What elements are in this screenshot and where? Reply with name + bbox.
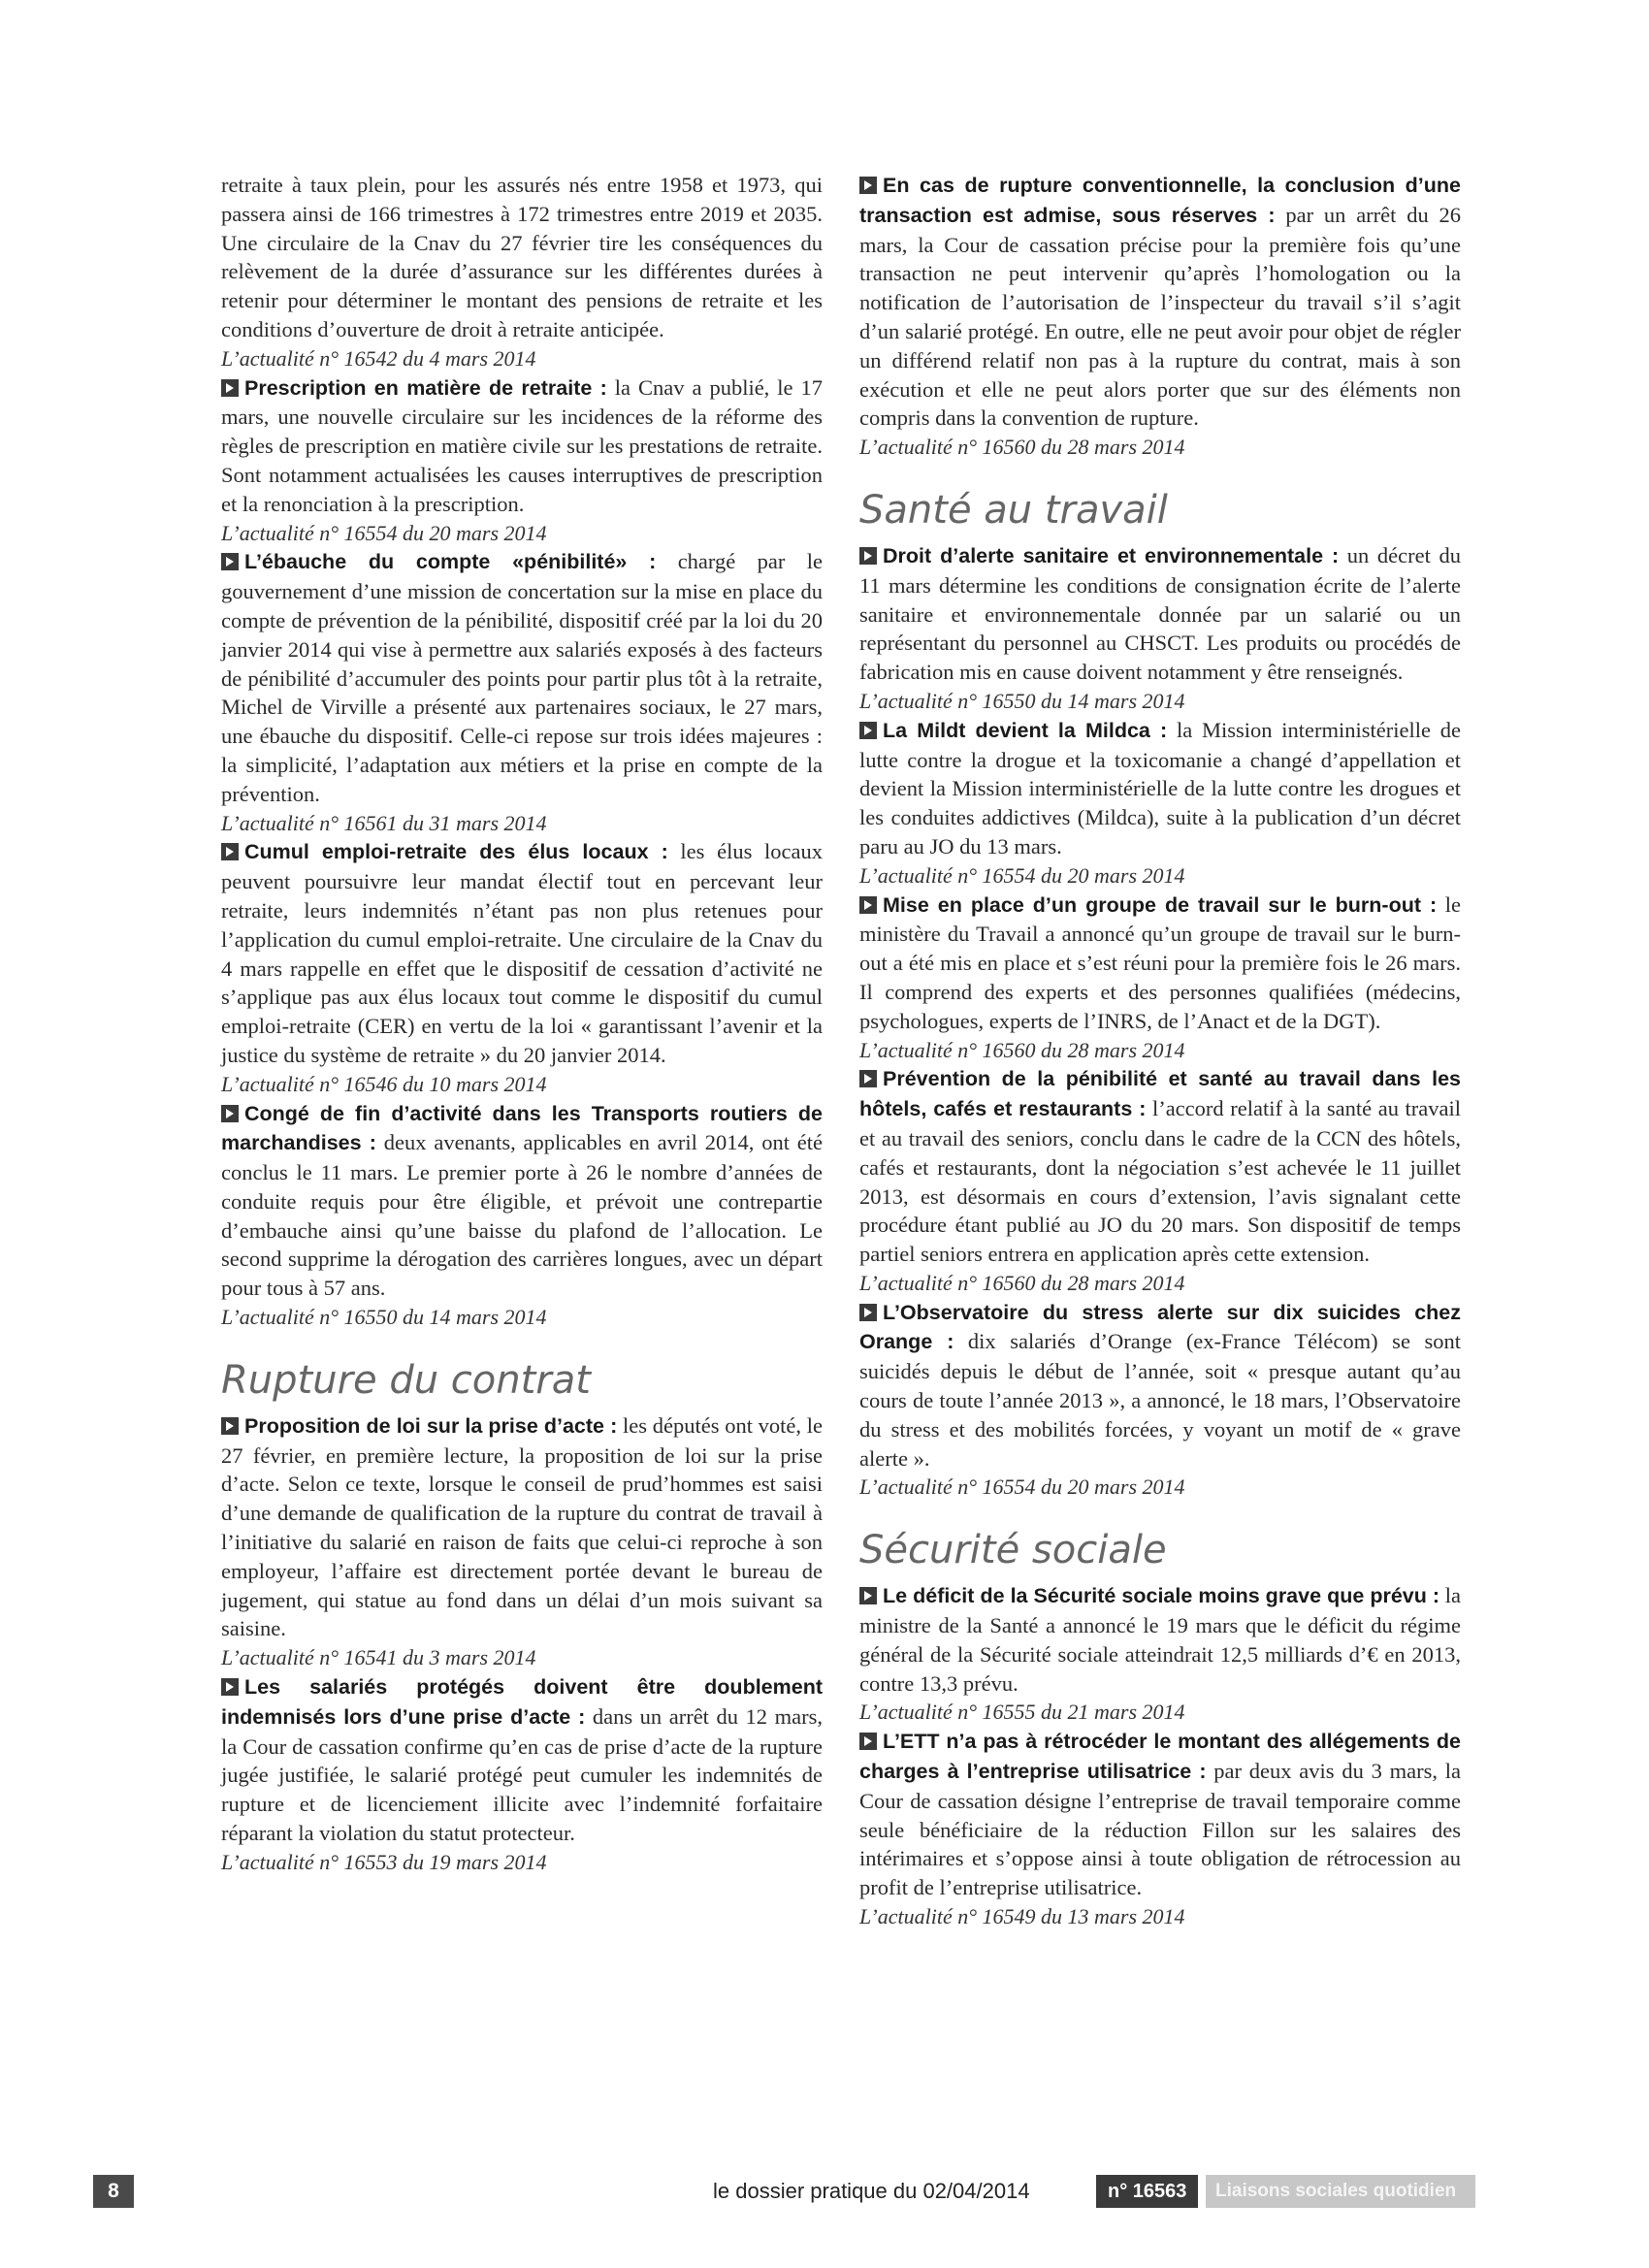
bullet-arrow-icon <box>221 1678 239 1696</box>
news-item-heading: La Mildt devient la Mildca : <box>883 718 1168 742</box>
news-item-heading: Proposition de loi sur la prise d’acte : <box>244 1413 618 1438</box>
news-item <box>859 1581 1461 1727</box>
left-items-1 <box>221 373 823 1332</box>
news-item <box>859 716 1461 891</box>
bullet-arrow-icon <box>859 722 877 739</box>
news-item-text <box>859 891 1461 1036</box>
left-column <box>221 171 823 1877</box>
bullet-arrow-icon <box>859 1070 877 1087</box>
news-item-body: les députés ont voté, le 27 février, en première lecture, la proposition de loi sur la prise d’acte. Selon ce texte, lorsque le conseil de prud’hommes est saisi d’une demande de qualification de la rupture du contrat de travail à l’initiative du salarié en raison de faits que celui-ci reproche à son employeur, l’affaire est directement portée devant le bureau de jugement, qui statue au fond dans un délai d’un mois suivant sa saisine. <box>221 1412 824 1641</box>
news-item-text <box>859 541 1461 687</box>
article-reference: L’actualité n° 16541 du 3 mars 2014 <box>221 1645 536 1670</box>
news-item-text <box>221 373 823 519</box>
news-item-heading: L’Observatoire du stress alerte sur dix suicides chez Orange : <box>859 1300 1461 1354</box>
news-item-heading: Le déficit de la Sécurité sociale moins grave que prévu : <box>883 1584 1440 1608</box>
news-item-text <box>859 1581 1461 1698</box>
article-reference: L’actualité n° 16553 du 19 mars 2014 <box>221 1849 547 1874</box>
news-item <box>859 171 1461 462</box>
bullet-arrow-icon <box>859 1733 877 1750</box>
news-item-body: dans un arrêt du 12 mars, la Cour de cassation confirme qu’en cas de prise d’acte de la rupture jugée justifiée, le salarié protégé peut cumuler les indemnités de rupture et de licenciement illicite avec l’indemnité forfaitaire réparant la violation du statut protecteur. <box>221 1703 823 1846</box>
news-item <box>859 1064 1461 1297</box>
news-item-text <box>221 1672 823 1848</box>
news-item-body: deux avenants, applicables en avril 2014, ont été conclus le 11 mars. Le premier porte à 26 le nombre d’années de conduite requis pour être éligible, et prévoit une contrepartie d’embauche ainsi qu’une baisse du plafond de l’allocation. Le second supprime la dérogation des carrières longues, avec un départ pour tous à 57 ans. <box>221 1130 824 1301</box>
news-item-heading: Prescription en matière de retraite : <box>244 375 607 400</box>
article-reference: L’actualité n° 16560 du 28 mars 2014 <box>859 1037 1185 1062</box>
news-item-body: par deux avis du 3 mars, la Cour de cassation désigne l’entreprise de travail temporaire comme seule bénéficiaire de la réduction Fillon sur les salaires des intérimaires et s’oppose ainsi à toute obligation de rétrocession au profit de l’entreprise utilisatrice. <box>859 1759 1461 1900</box>
news-item <box>221 373 823 548</box>
issue-number-badge: n° 16563 <box>1096 2175 1198 2208</box>
footer-date-text: le dossier pratique du 02/04/2014 <box>713 2179 1030 2203</box>
right-items-2 <box>859 1581 1461 1931</box>
news-item-body: la Mission interministérielle de lutte contre la drogue et la toxicomanie a changé d’appellation et devient la Mission interministérielle de la lutte contre les drogues et les conduites addictives (Mildca), suite à la publication d’un décret paru au JO du 13 mars. <box>859 717 1461 859</box>
news-item-text <box>859 1727 1461 1902</box>
page-footer <box>0 2175 1649 2210</box>
article-reference: L’actualité n° 16555 du 21 mars 2014 <box>859 1700 1185 1725</box>
article-reference: L’actualité n° 16554 du 20 mars 2014 <box>859 862 1185 888</box>
article-reference: L’actualité n° 16549 du 13 mars 2014 <box>859 1904 1185 1929</box>
news-item-heading: L’ébauche du compte «pénibilité» : <box>244 550 657 574</box>
bullet-arrow-icon <box>221 379 239 397</box>
bullet-arrow-icon <box>859 1304 877 1321</box>
news-item <box>221 547 823 837</box>
news-item-body: le ministère du Travail a annoncé qu’un groupe de travail sur le burn-out a été mis en place et s’est réuni pour la première fois le 26 mars. Il comprend des experts et des personnes qualifiées (médecins, psychologues, experts de l’INRS, de l’Anact et de la DGT). <box>859 891 1461 1033</box>
article-reference: L’actualité n° 16542 du 4 mars 2014 <box>221 345 536 371</box>
article-reference: L’actualité n° 16560 du 28 mars 2014 <box>859 1270 1185 1295</box>
news-item <box>859 1298 1461 1503</box>
news-item-heading: Congé de fin d’activité dans les Transports routiers de marchandises : <box>221 1101 823 1155</box>
news-item-heading: Cumul emploi-retraite des élus locaux : <box>244 840 668 864</box>
news-item-body: un décret du 11 mars détermine les conditions de consignation écrite de l’alerte sanitaire et environnementale donnée par un salarié ou un représentant du personnel au CHSCT. Les produits ou procédés de fabrication mis en cause doivent notamment y être renseignés. <box>859 542 1461 685</box>
bullet-arrow-icon <box>859 1587 877 1604</box>
news-item-text <box>859 1298 1461 1474</box>
news-item-heading: Les salariés protégés doivent être doublement indemnisés lors d’une prise d’acte : <box>221 1675 823 1729</box>
right-items-0 <box>859 171 1461 462</box>
news-item <box>859 891 1461 1065</box>
news-item-heading: Prévention de la pénibilité et santé au travail dans les hôtels, cafés et restaurants : <box>859 1067 1461 1121</box>
news-item <box>859 541 1461 716</box>
news-item-text <box>221 547 823 808</box>
section-heading-sante: Santé au travail <box>859 487 1168 533</box>
section-heading-rupture: Rupture du contrat <box>221 1357 591 1403</box>
right-column <box>859 171 1461 1931</box>
news-item-body: les élus locaux peuvent poursuivre leur mandat électif tout en percevant leur retraite, leurs indemnités n’étant pas non plus retenues pour l’application du cumul emploi-retraite. Une circulaire de la Cnav du 4 mars rappelle en effet que le dispositif de cessation d’activité ne s’applique pas aux élus locaux tout comme le dispositif du cumul emploi-retraite (CER) en vertu de la loi « garantissant l’avenir et la justice du système de retraite » du 20 janvier 2014. <box>221 839 823 1067</box>
article-reference: L’actualité n° 16550 du 14 mars 2014 <box>859 688 1185 713</box>
news-item-text <box>221 837 823 1069</box>
news-item <box>859 1727 1461 1931</box>
news-item-body: la Cnav a publié, le 17 mars, une nouvelle circulaire sur les incidences de la réforme des règles de prescription en matière civile sur les prestations de retraite. Sont notamment actualisées les causes interruptives de prescription et la renonciation à la prescription. <box>221 374 823 516</box>
news-item-heading: L’ETT n’a pas à rétrocéder le montant des allégements de charges à l’entreprise utilisatrice : <box>859 1730 1461 1784</box>
news-item-text <box>859 171 1461 433</box>
article-reference: L’actualité n° 16546 du 10 mars 2014 <box>221 1071 547 1096</box>
bullet-arrow-icon <box>221 553 239 570</box>
publication-brand: Liaisons sociales quotidien <box>1206 2175 1475 2208</box>
news-item-body: par un arrêt du 26 mars, la Cour de cassation précise pour la première fois qu’une transaction ne peut intervenir qu’après l’homologation ou la notification de l’autorisation de l’inspecteur du travail s’il s’agit d’un salarié protégé. En outre, elle ne peut avoir pour objet de régler un différend relatif non pas à la rupture du contrat, mais à son exécution et elle ne peut alors porter que sur des éléments non compris dans la convention de rupture. <box>859 202 1461 431</box>
bullet-arrow-icon <box>859 547 877 565</box>
bullet-arrow-icon <box>859 177 877 194</box>
news-item-heading: En cas de rupture conventionnelle, la conclusion d’une transaction est admise, sous réserves : <box>859 174 1461 227</box>
intro-paragraph: retraite à taux plein, pour les assurés nés entre 1958 et 1973, qui passera ainsi de 166 trimestres à 172 trimestres entre 2019 et 2035. Une circulaire de la Cnav du 27 février tire les conséquences du relèvement de la durée d’assurance sur les différentes durées à retenir pour déterminer le montant des pensions de retraite et les conditions d’ouverture de droit à retraite anticipée. <box>221 173 823 341</box>
article-reference: L’actualité n° 16554 du 20 mars 2014 <box>221 520 547 545</box>
news-item <box>221 1099 823 1332</box>
news-item-body: dix salariés d’Orange (ex-France Télécom) se sont suicidés depuis le début de l’année, soit « presque autant qu’au cours de toute l’année 2013 », a annoncé, le 18 mars, l’Observatoire du stress et des mobilités forcées, y voyant un motif de « grave alerte ». <box>859 1329 1462 1471</box>
left-items-2 <box>221 1411 823 1877</box>
article-reference: L’actualité n° 16560 du 28 mars 2014 <box>859 435 1185 460</box>
right-items-1 <box>859 541 1461 1502</box>
news-item-body: l’accord relatif à la santé au travail et au travail des seniors, conclu dans le cadre de la CCN des hôtels, cafés et restaurants, dont la négociation s’est achevée le 11 juillet 2013, est désormais en cours d’extension, l’avis signalant cette procédure étant publié au JO du 20 mars. Son dispositif de temps partiel seniors entrera en application après cette extension. <box>859 1096 1461 1267</box>
page-number: 8 <box>93 2175 134 2208</box>
article-reference: L’actualité n° 16550 du 14 mars 2014 <box>221 1305 547 1330</box>
news-item-text <box>859 1064 1461 1269</box>
bullet-arrow-icon <box>221 1417 239 1435</box>
section-heading-securite: Sécurité sociale <box>859 1528 1167 1573</box>
bullet-arrow-icon <box>221 1105 239 1122</box>
bullet-arrow-icon <box>221 843 239 860</box>
news-item-text <box>859 716 1461 861</box>
article-reference: L’actualité n° 16554 du 20 mars 2014 <box>859 1474 1185 1500</box>
news-item <box>221 837 823 1098</box>
news-item-text <box>221 1411 823 1643</box>
news-item-heading: Droit d’alerte sanitaire et environnementale : <box>883 543 1340 567</box>
news-item-heading: Mise en place d’un groupe de travail sur le burn-out : <box>883 892 1438 917</box>
news-item <box>221 1411 823 1672</box>
news-item-text <box>221 1099 823 1304</box>
news-item-body: chargé par le gouvernement d’une mission de concertation sur la mise en place du compte de prévention de la pénibilité, dispositif créé par la loi du 20 janvier 2014 qui vise à permettre aux salariés exposés à des facteurs de pénibilité d’accumuler des points pour partir plus tôt à la retraite, Michel de Virville a présenté aux partenaires sociaux, le 27 mars, une ébauche du dispositif. Celle-ci repose sur trois idées majeures : la simplicité, l’adaptation aux métiers et la prise en compte de la prévention. <box>221 549 823 806</box>
news-item <box>221 1672 823 1877</box>
news-item-body: la ministre de la Santé a annoncé le 19 mars que le déficit du régime général de la Sécurité sociale atteindrait 12,5 milliards d’€ en 2013, contre 13,3 prévu. <box>859 1583 1461 1696</box>
bullet-arrow-icon <box>859 896 877 914</box>
article-reference: L’actualité n° 16561 du 31 mars 2014 <box>221 810 547 835</box>
